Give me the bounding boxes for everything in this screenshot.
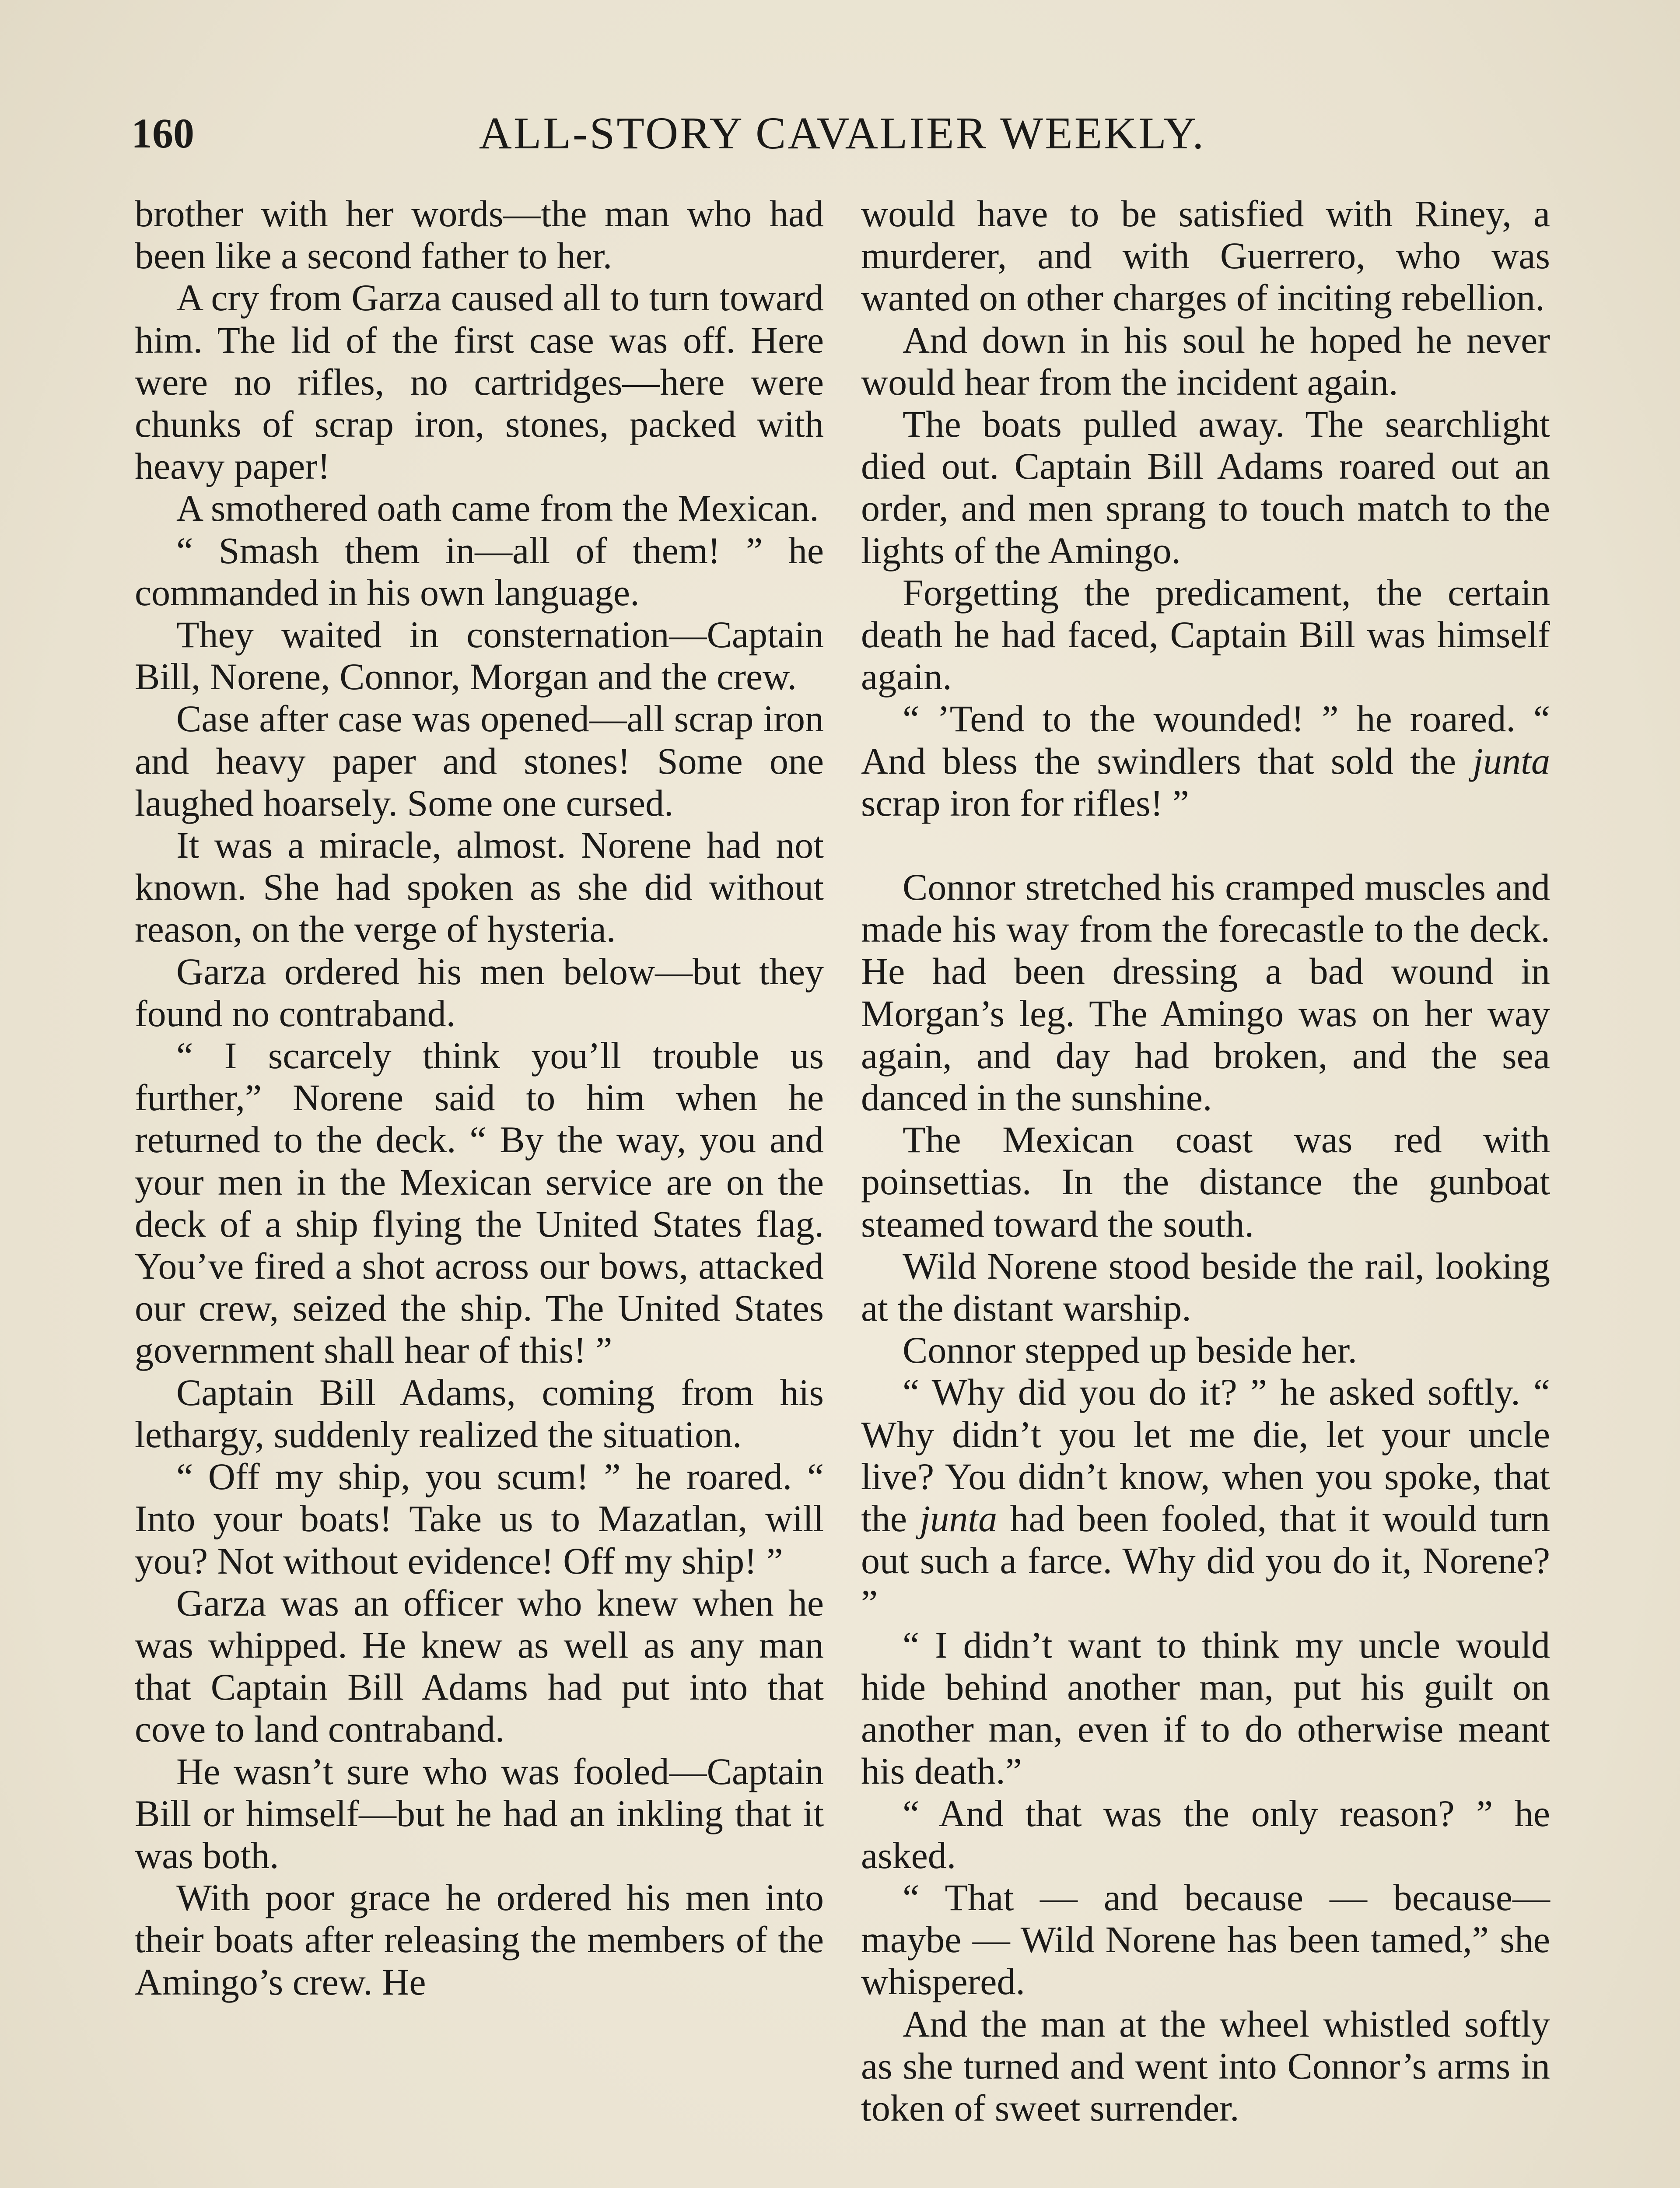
paragraph-text: “ Why did you do it? ” he asked softly. “ Why didn’t you let me die, let your uncle live? You didn’t know, when you spoke, that the [861, 1371, 1550, 1540]
article-paragraph [861, 1329, 1550, 1371]
italic-word: junta [1473, 740, 1550, 782]
article-paragraph [135, 1371, 824, 1455]
paragraph-text: had been fooled, that it would turn out such a farce. Why did you do it, Norene? ” [861, 1497, 1550, 1624]
paragraph-text: The boats pulled away. The searchlight died out. Captain Bill Adams roared out an order, and men sprang to touch match to the lights of the Amingo. [861, 403, 1550, 572]
paragraph-text: “ ’Tend to the wounded! ” he roared. “ And bless the swindlers that sold the [861, 698, 1550, 782]
article-paragraph [861, 1792, 1550, 1876]
running-title: ALL-STORY CAVALIER WEEKLY. [479, 108, 1206, 158]
paragraph-text: brother with her words—the man who had been like a second father to her. [135, 193, 824, 277]
italic-word: junta [920, 1497, 998, 1540]
article-paragraph [135, 1876, 824, 2003]
article-paragraph [861, 403, 1550, 572]
paragraph-text: And the man at the wheel whistled softly as she turned and went into Connor’s arms in token of sweet surrender. [861, 2002, 1550, 2129]
article-paragraph [135, 1455, 824, 1582]
article-paragraph [861, 1624, 1550, 1792]
paragraph-text: He wasn’t sure who was fooled—Captain Bill or himself—but he had an inkling that it was both. [135, 1750, 824, 1876]
page-number: 160 [131, 110, 194, 157]
article-paragraph [861, 193, 1550, 319]
article-paragraph [135, 529, 824, 614]
paragraph-text: Wild Norene stood beside the rail, looking at the distant warship. [861, 1245, 1550, 1329]
left-text-column [135, 193, 824, 2003]
paragraph-text: With poor grace he ordered his men into their boats after releasing the members of the Amingo’s crew. He [135, 1876, 824, 2003]
paragraph-text: “ That — and because — because— maybe — Wild Norene has been tamed,” she whispered. [861, 1876, 1550, 2003]
article-paragraph [135, 487, 824, 529]
article-paragraph [135, 824, 824, 950]
paragraph-text: would have to be satisfied with Riney, a murderer, and with Guerrero, who was wanted on other charges of inciting rebellion. [861, 193, 1550, 319]
article-paragraph [861, 2003, 1550, 2129]
paragraph-text: “ I scarcely think you’ll trouble us further,” Norene said to him when he returned to the deck. “ By the way, you and your men in the Mexican service are on the deck of a ship flying the United States flag. You’ve fired a shot across our bows, attacked our crew, seized the ship. The United States government shall hear of this! ” [135, 1034, 824, 1371]
article-paragraph [135, 1582, 824, 1750]
paragraph-text: “ Off my ship, you scum! ” he roared. “ Into your boats! Take us to Mazatlan, will you? Not without evidence! Off my ship! ” [135, 1455, 824, 1582]
article-paragraph [861, 1119, 1550, 1245]
article-paragraph [861, 698, 1550, 824]
paragraph-text: Garza was an officer who knew when he was whipped. He knew as well as any man that Captain Bill Adams had put into that cove to land contraband. [135, 1581, 824, 1750]
article-paragraph [135, 193, 824, 277]
paragraph-text: The Mexican coast was red with poinsettias. In the distance the gunboat steamed toward the south. [861, 1119, 1550, 1245]
paragraph-text: Connor stretched his cramped muscles and made his way from the forecastle to the deck. He had been dressing a bad wound in Morgan’s leg. The Amingo was on her way again, and day had broken, and the sea danced in the sunshine. [861, 866, 1550, 1119]
paragraph-text: “ Smash them in—all of them! ” he commanded in his own language. [135, 529, 824, 614]
article-paragraph [135, 1034, 824, 1371]
paragraph-text: They waited in consternation—Captain Bill, Norene, Connor, Morgan and the crew. [135, 614, 824, 698]
article-paragraph [861, 866, 1550, 1119]
paragraph-text: “ And that was the only reason? ” he asked. [861, 1792, 1550, 1876]
paragraph-text: And down in his soul he hoped he never would hear from the incident again. [861, 319, 1550, 403]
article-paragraph [135, 614, 824, 698]
paragraph-text: Connor stepped up beside her. [903, 1329, 1357, 1371]
paragraph-text: Garza ordered his men below—but they found no contraband. [135, 950, 824, 1034]
article-paragraph [135, 698, 824, 824]
right-text-column [861, 193, 1550, 2129]
paragraph-text: It was a miracle, almost. Norene had not known. She had spoken as she did without reason, on the verge of hysteria. [135, 824, 824, 950]
paragraph-text: Case after case was opened—all scrap iron and heavy paper and stones! Some one laughed hoarsely. Some one cursed. [135, 698, 824, 824]
article-paragraph [861, 1371, 1550, 1623]
paragraph-text: “ I didn’t want to think my uncle would hide behind another man, put his guilt on another man, even if to do otherwise meant his death.” [861, 1623, 1550, 1792]
article-paragraph [861, 1245, 1550, 1329]
article-paragraph [861, 1876, 1550, 2003]
paragraph-text: A cry from Garza caused all to turn toward him. The lid of the first case was off. Here were no rifles, no cartridges—here were chunks of scrap iron, stones, packed with heavy paper! [135, 277, 824, 487]
running-header [131, 107, 1553, 168]
article-paragraph [135, 950, 824, 1034]
paragraph-text: A smothered oath came from the Mexican. [176, 487, 819, 529]
paragraph-text: Forgetting the predicament, the certain death he had faced, Captain Bill was himself again. [861, 571, 1550, 698]
article-paragraph [135, 1750, 824, 1877]
article-paragraph [861, 572, 1550, 698]
paragraph-text: scrap iron for rifles! ” [861, 782, 1189, 824]
paragraph-text: Captain Bill Adams, coming from his lethargy, suddenly realized the situation. [135, 1371, 824, 1455]
article-paragraph [135, 277, 824, 487]
article-paragraph [861, 319, 1550, 403]
